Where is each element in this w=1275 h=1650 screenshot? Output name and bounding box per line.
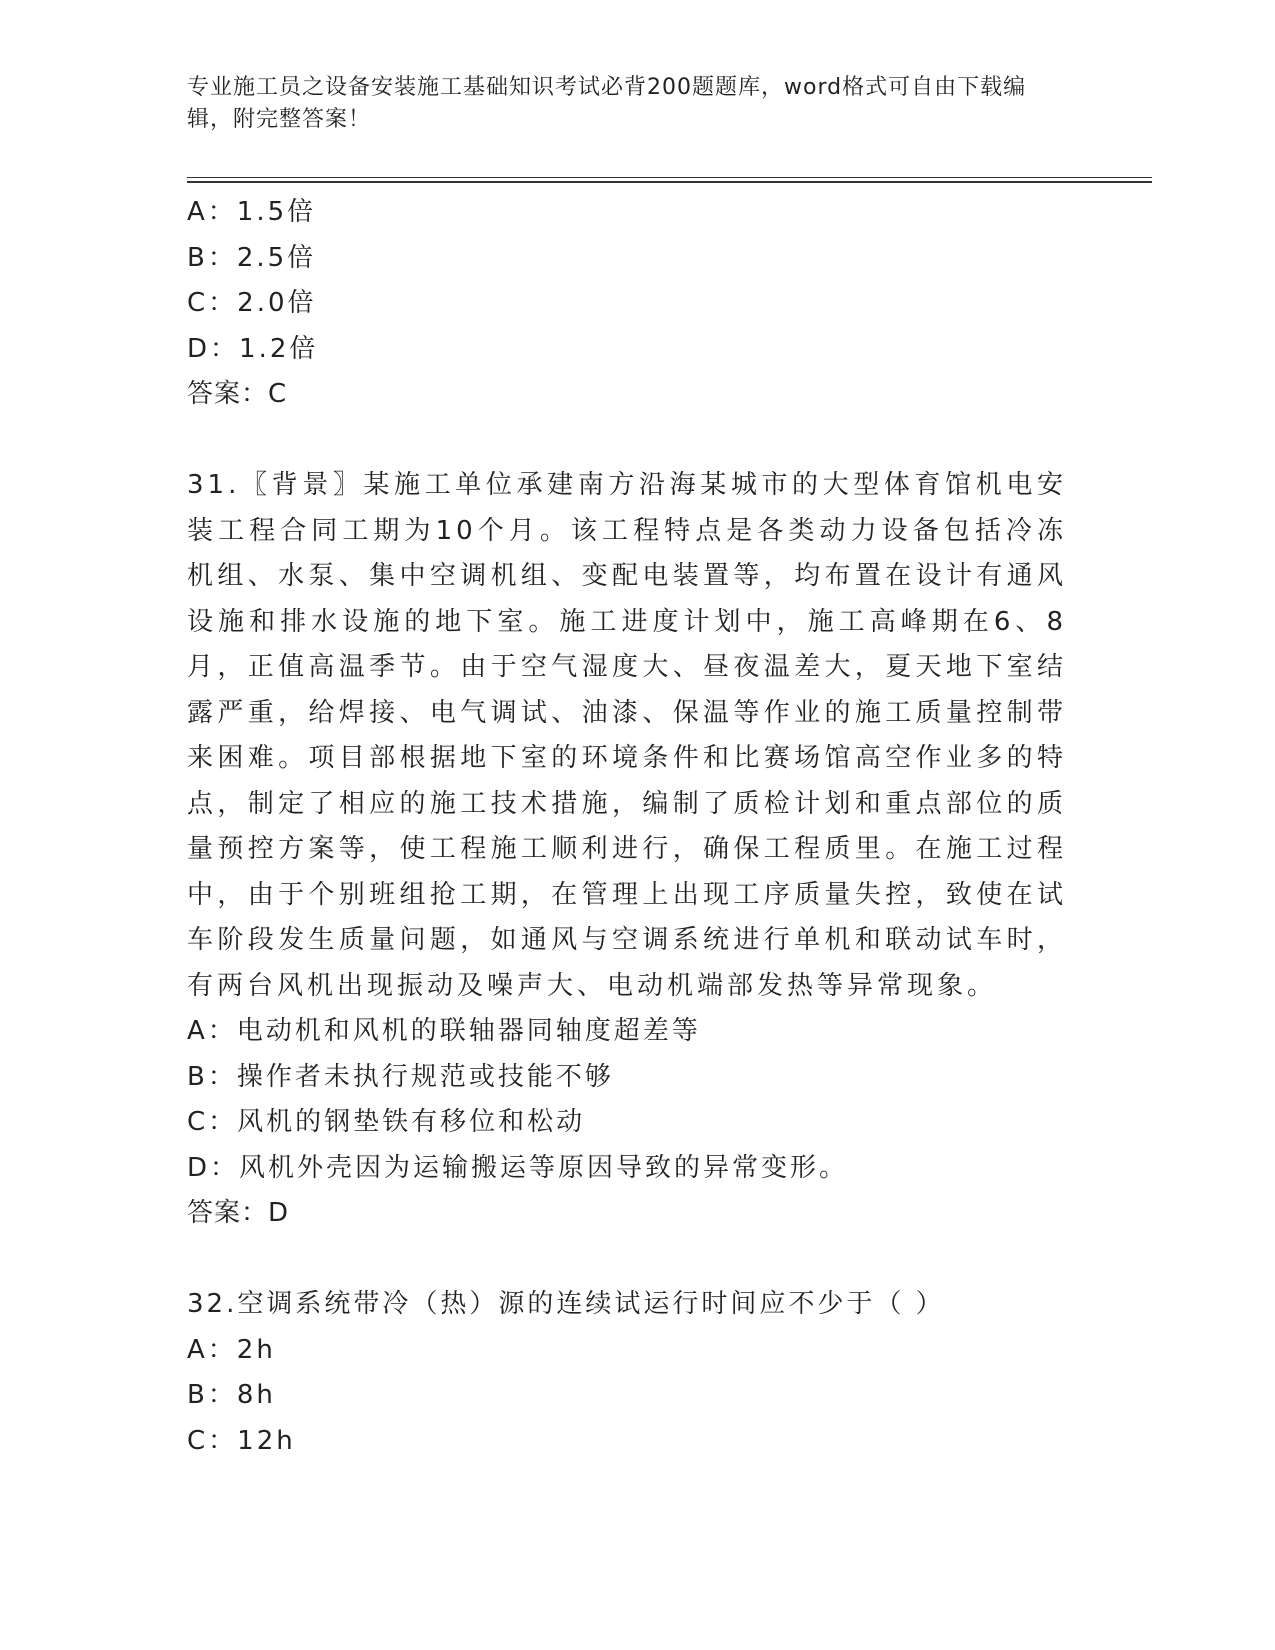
header-divider-thin: [187, 177, 1152, 178]
option-c: C：12h: [187, 1425, 296, 1456]
option-d: D：1.2倍: [187, 333, 319, 364]
option-c: C：风机的钢垫铁有移位和松动: [187, 1107, 586, 1137]
option-b: B：操作者未执行规范或技能不够: [187, 1061, 614, 1092]
document-header: 专业施工员之设备安装施工基础知识考试必背200题题库，word格式可自由下载编辑，附完整答案！: [187, 75, 1027, 132]
question-stem: 32.空调系统带冷（热）源的连续试运行时间应不少于（ ）: [187, 1289, 945, 1319]
question-stem: 31.〖背景〗某施工单位承建南方沿海某城市的大型体育馆机电安装工程合同工期为10个月。该工程特点是各类动力设备包括冷冻机组、水泵、集中空调机组、变配电装置等，均布置在设计有通风设施和排水设施的地下室。施工进度计划中，施工高峰期在6、8月，正值高温季节。由于空气湿度大、昼夜温差大，夏天地下室结露严重，给焊接、电气调试、油漆、保温等作业的施工质量控制带来困难。项目部根据地下室的环境条件和比赛场馆高空作业多的特点，制定了相应的施工技术措施，编制了质检计划和重点部位的质量预控方案等，使工程施工顺利进行，确保工程质里。在施工过程中，由于个别班组抢工期，在管理上出现工序质量失控，致使在试车阶段发生质量问题，如通风与空调系统进行单机和联动试车时，有两台风机出现振动及噪声大、电动机端部发热等异常现象。: [187, 470, 1067, 1001]
option-b: B：2.5倍: [187, 242, 317, 273]
header-divider-thick: [187, 181, 1152, 183]
option-c: C：2.0倍: [187, 288, 317, 318]
option-d: D：风机外壳因为运输搬运等原因导致的异常变形。: [187, 1152, 849, 1183]
option-a: A：2h: [187, 1334, 276, 1365]
document-content: [187, 190, 1067, 1464]
spacer: [187, 418, 1067, 464]
option-b: B：8h: [187, 1380, 276, 1410]
spacer: [187, 1237, 1067, 1283]
option-a: A：1.5倍: [187, 197, 317, 227]
question-31-block: [187, 463, 1067, 1237]
question-30-block: [187, 190, 1067, 418]
option-a: A：电动机和风机的联轴器同轴度超差等: [187, 1016, 701, 1046]
answer: 答案：D: [187, 1198, 290, 1228]
answer: 答案：C: [187, 379, 288, 409]
question-32-block: [187, 1282, 1067, 1464]
